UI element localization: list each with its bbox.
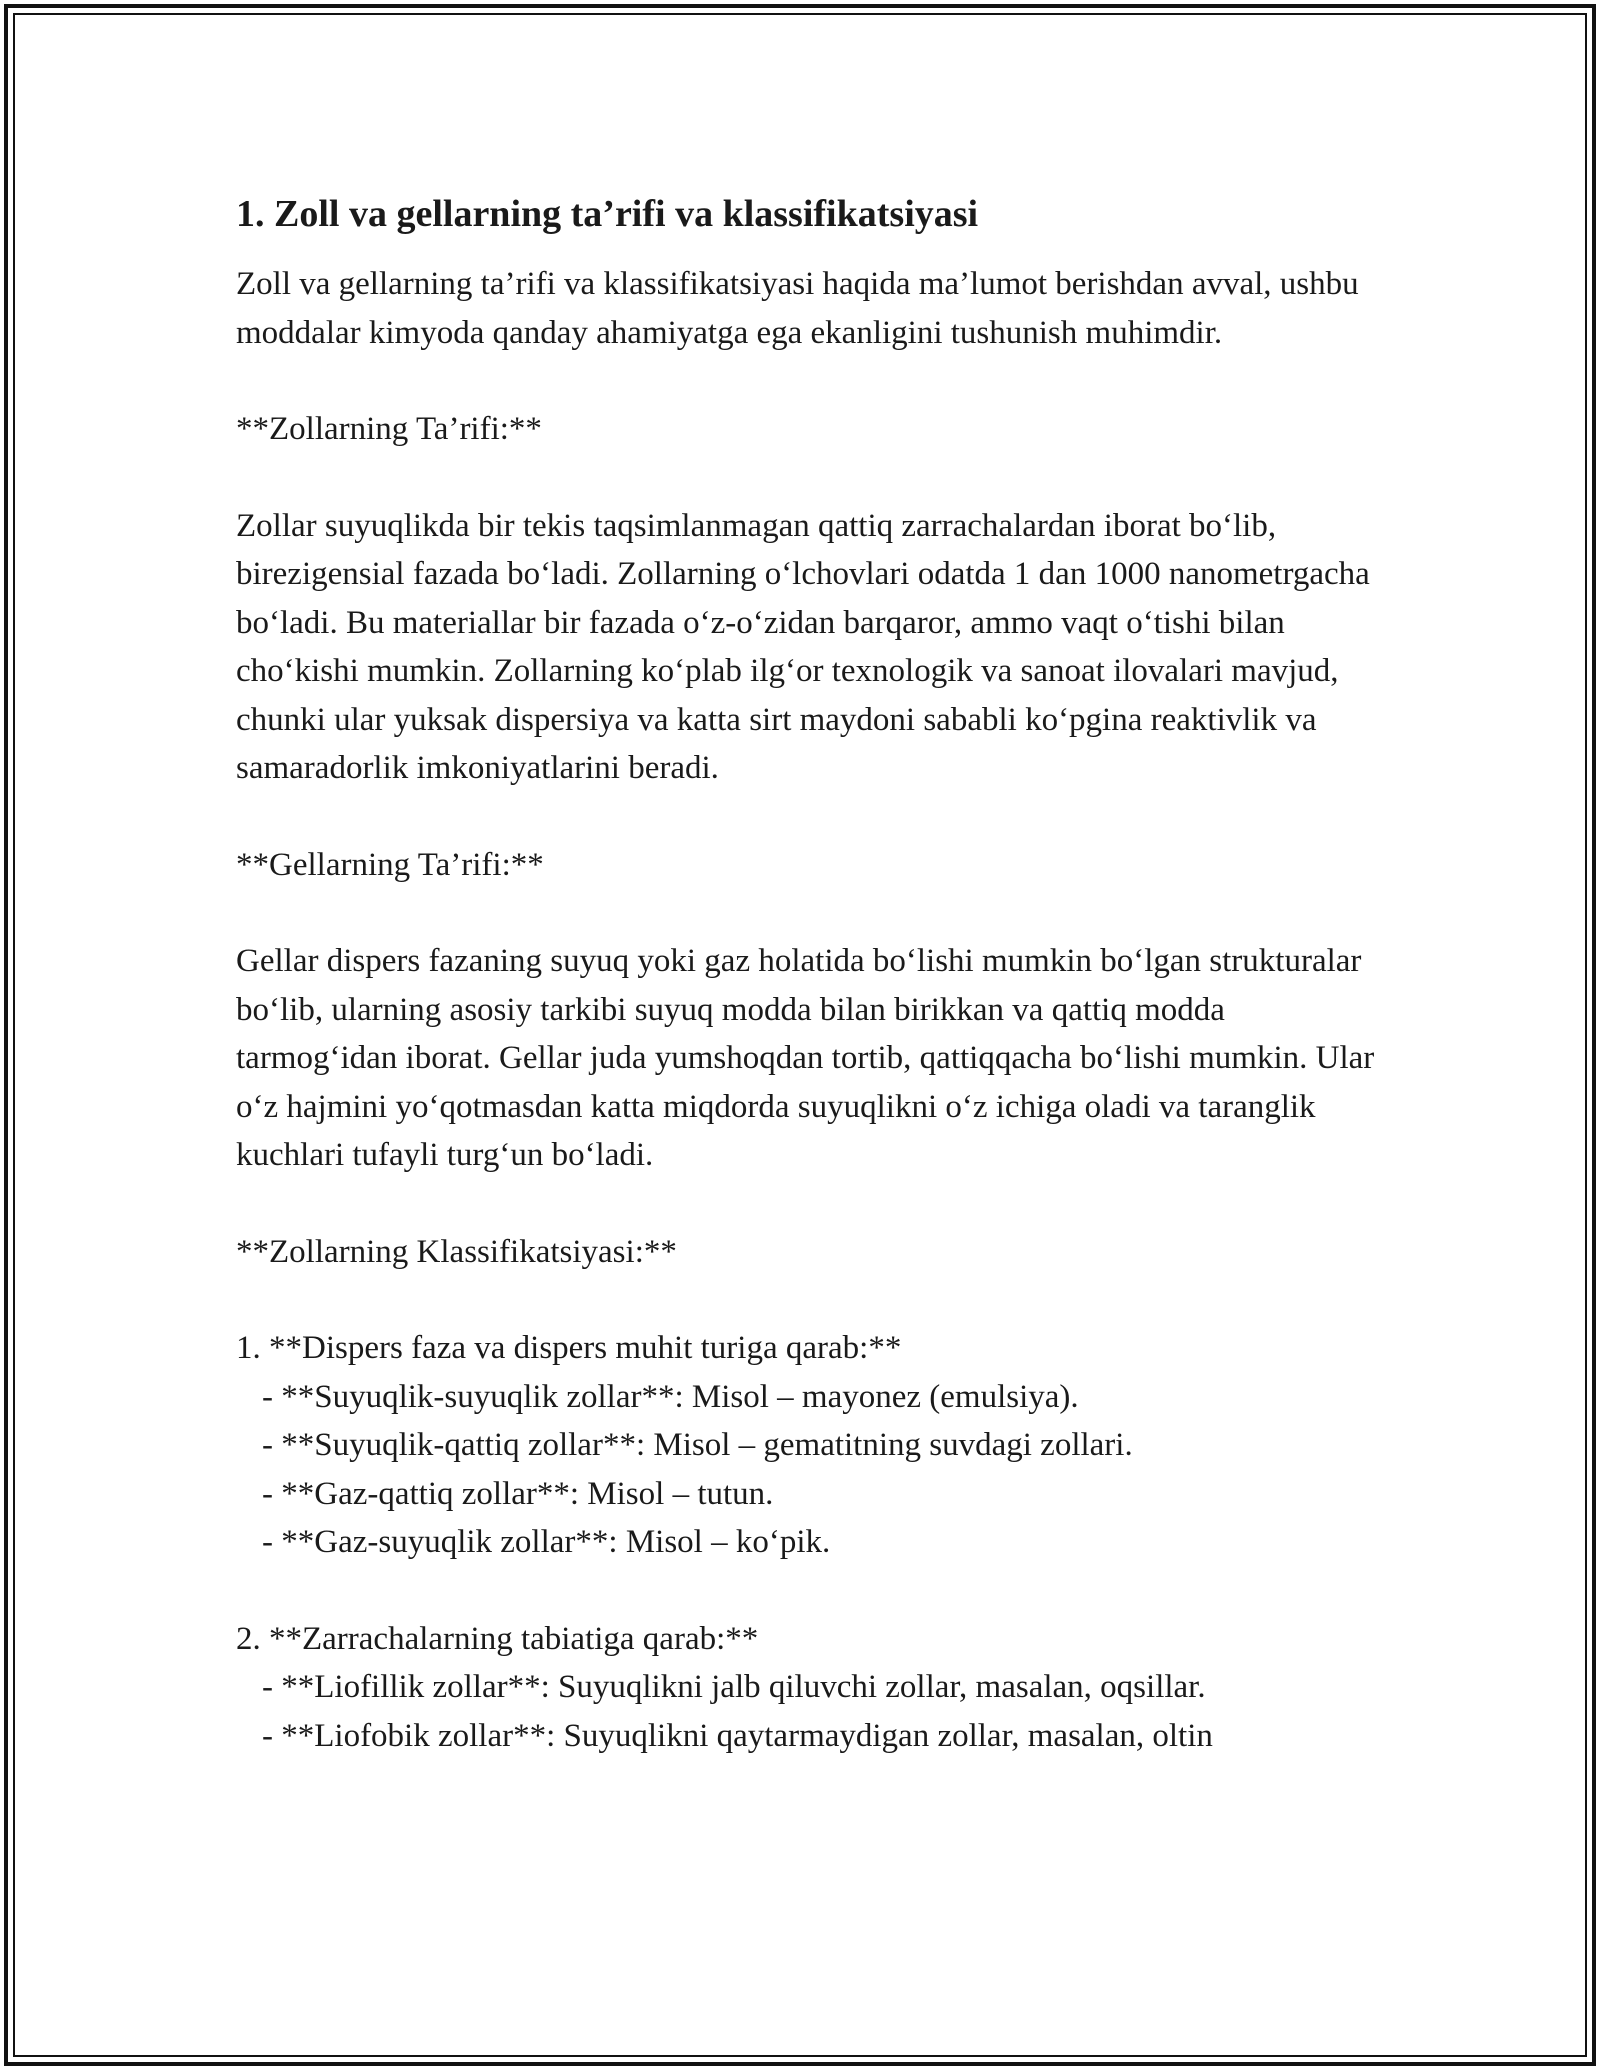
document-page [236, 186, 1386, 1808]
list-item: - **Gaz-suyuqlik zollar**: Misol – ko‘pik. [262, 1524, 831, 1560]
intro-paragraph: Zoll va gellarning ta’rifi va klassifikatsiyasi haqida ma’lumot berishdan avval, ushbu moddalar kimyoda qanday ahamiyatga ega ekanligini tushunish muhimdir. [236, 266, 1359, 351]
list-item: - **Suyuqlik-qattiq zollar**: Misol – gematitning suvdagi zollari. [262, 1427, 1133, 1463]
classification-heading: **Zollarning Klassifikatsiyasi:** [236, 1233, 677, 1270]
gel-definition-paragraph: Gellar dispers fazaning suyuq yoki gaz holatida bo‘lishi mumkin bo‘lgan strukturalar bo‘lib, ularning asosiy tarkibi suyuq modda bilan birikkan va qattiq modda tarmog‘idan iborat. Gellar juda yumshoqdan tortib, qattiqqacha bo‘lishi mumkin. Ular o‘z hajmini yo‘qotmasdan katta miqdorda suyuqlikni o‘z ichiga oladi va taranglik kuchlari tufayli turg‘un bo‘ladi. [236, 943, 1375, 1173]
gel-definition-heading: **Gellarning Ta’rifi:** [236, 846, 544, 883]
classification-list-2 [236, 1615, 1386, 1761]
list-item: - **Suyuqlik-suyuqlik zollar**: Misol – mayonez (emulsiya). [262, 1378, 1079, 1415]
list-item: - **Liofillik zollar**: Suyuqlikni jalb qiluvchi zollar, masalan, oqsillar. [262, 1669, 1206, 1705]
list-1-title: 1. **Dispers faza va dispers muhit turiga qarab:** [236, 1330, 902, 1366]
zol-definition-heading: **Zollarning Ta’rifi:** [236, 411, 542, 447]
classification-list-1 [236, 1324, 1386, 1567]
list-item: - **Liofobik zollar**: Suyuqlikni qaytarmaydigan zollar, masalan, oltin [262, 1717, 1213, 1754]
document-title: 1. Zoll va gellarning ta’rifi va klassifikatsiyasi [236, 193, 979, 235]
list-2-title: 2. **Zarrachalarning tabiatiga qarab:** [236, 1620, 759, 1657]
list-item: - **Gaz-qattiq zollar**: Misol – tutun. [262, 1475, 774, 1512]
zol-definition-paragraph: Zollar suyuqlikda bir tekis taqsimlanmagan qattiq zarrachalardan iborat bo‘lib, birezigensial fazada bo‘ladi. Zollarning o‘lchovlari odatda 1 dan 1000 nanometrgacha bo‘ladi. Bu materiallar bir fazada o‘z-o‘zidan barqaror, ammo vaqt o‘tishi bilan cho‘kishi mumkin. Zollarning ko‘plab ilg‘or texnologik va sanoat ilovalari mavjud, chunki ular yuksak dispersiya va katta sirt maydoni sababli ko‘pgina reaktivlik va samaradorlik imkoniyatlarini beradi. [236, 507, 1370, 786]
